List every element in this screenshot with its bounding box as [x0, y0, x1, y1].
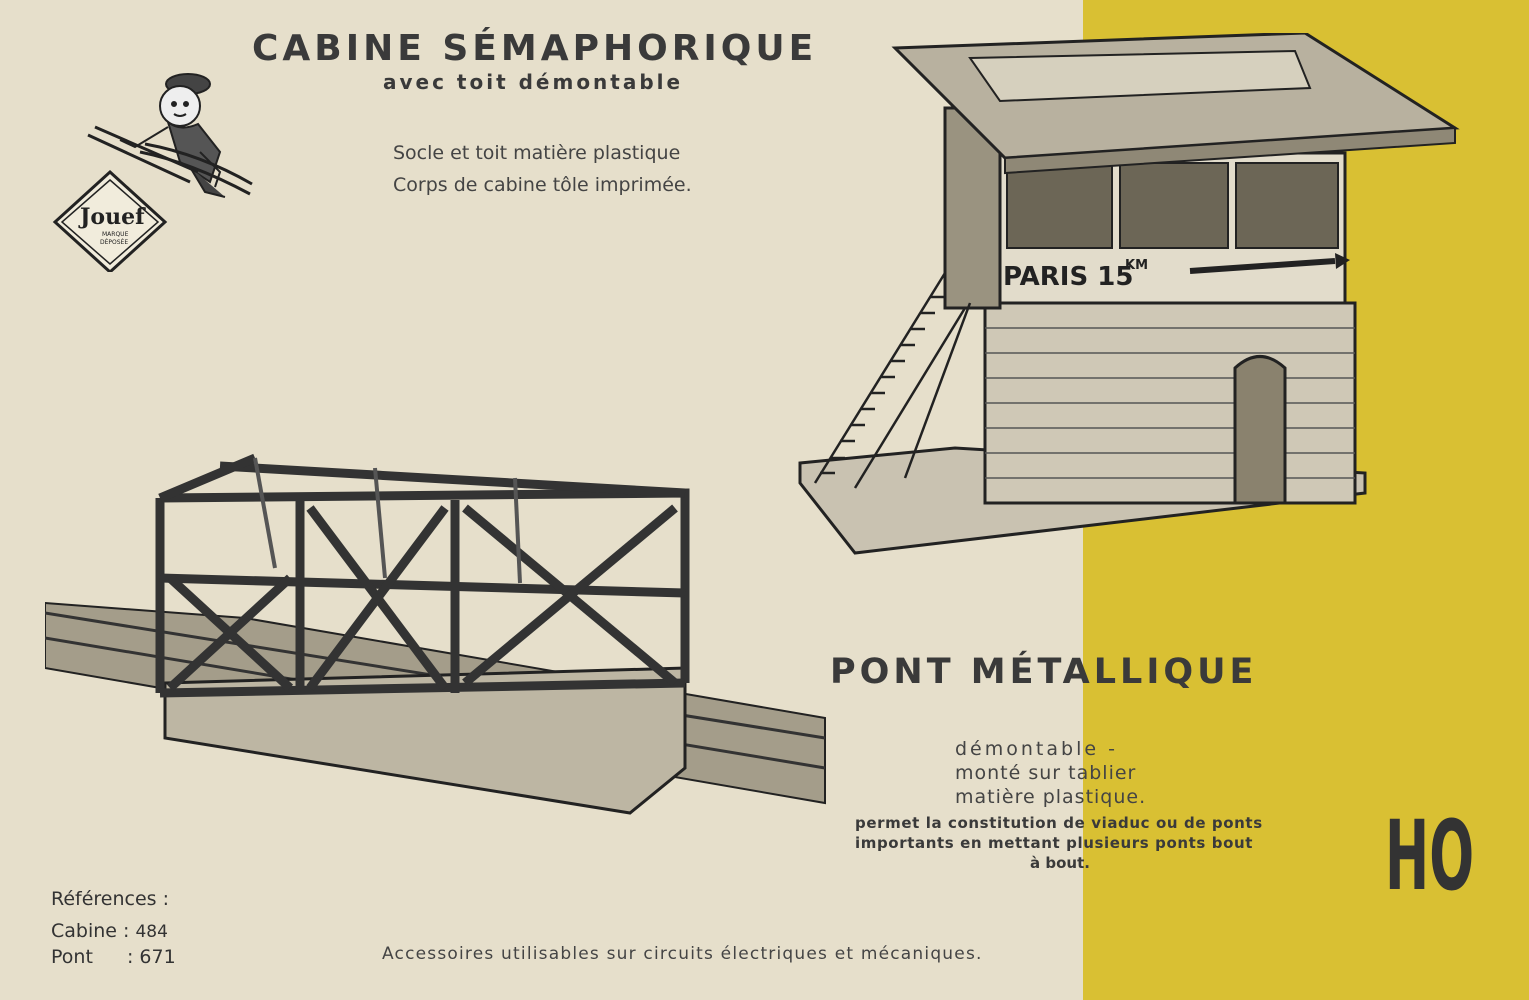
cabin-sign-unit: KM — [1125, 258, 1149, 273]
references-bridge-sep: : — [126, 946, 134, 968]
bridge-desc-line3: matière plastique. — [955, 786, 1147, 808]
references-heading: Références : — [51, 888, 170, 910]
references-cabin — [51, 920, 168, 942]
bridge-note-line1: permet la constitution de viaduc ou de ponts — [855, 814, 1263, 832]
cabin-subtitle: avec toit démontable — [383, 70, 684, 94]
metal-bridge-illustration — [45, 438, 830, 853]
cabin-door — [1235, 357, 1285, 504]
cabin-desc-line2: Corps de cabine tôle imprimée. — [393, 174, 692, 196]
footer-note: Accessoires utilisables sur circuits électriques et mécaniques. — [382, 944, 983, 964]
logo-mark-line1: MARQUE — [102, 231, 129, 238]
boy-illustration-icon — [120, 74, 225, 197]
cabin-sign-city: PARIS 15 — [1003, 262, 1134, 292]
bridge-desc-line2: monté sur tablier — [955, 762, 1137, 784]
references-bridge-label: Pont — [51, 946, 93, 968]
bridge-desc-line1: démontable - — [955, 738, 1118, 760]
jouef-logo — [40, 32, 260, 272]
references-bridge-value: 671 — [139, 946, 176, 968]
bridge-note-line3: à bout. — [1030, 854, 1090, 872]
references-bridge — [51, 946, 176, 968]
bridge-note-line2: importants en mettant plusieurs ponts bout — [855, 834, 1254, 852]
cabin-desc-line1: Socle et toit matière plastique — [393, 142, 681, 164]
cabin-window-2 — [1120, 163, 1228, 248]
bridge-title: PONT MÉTALLIQUE — [830, 652, 1258, 692]
cabin-window-3 — [1236, 163, 1338, 248]
cabin-window-1 — [1007, 163, 1112, 248]
logo-diamond — [55, 172, 165, 272]
references-cabin-label: Cabine : — [51, 920, 130, 942]
cabin-title: CABINE SÉMAPHORIQUE — [252, 28, 818, 69]
logo-brand-text: Jouef — [80, 204, 145, 230]
signal-cabin-illustration — [795, 33, 1460, 558]
references-cabin-value: 484 — [135, 922, 168, 942]
scale-label: HO — [1385, 800, 1475, 912]
logo-mark-line2: DÉPOSÉE — [100, 239, 129, 246]
